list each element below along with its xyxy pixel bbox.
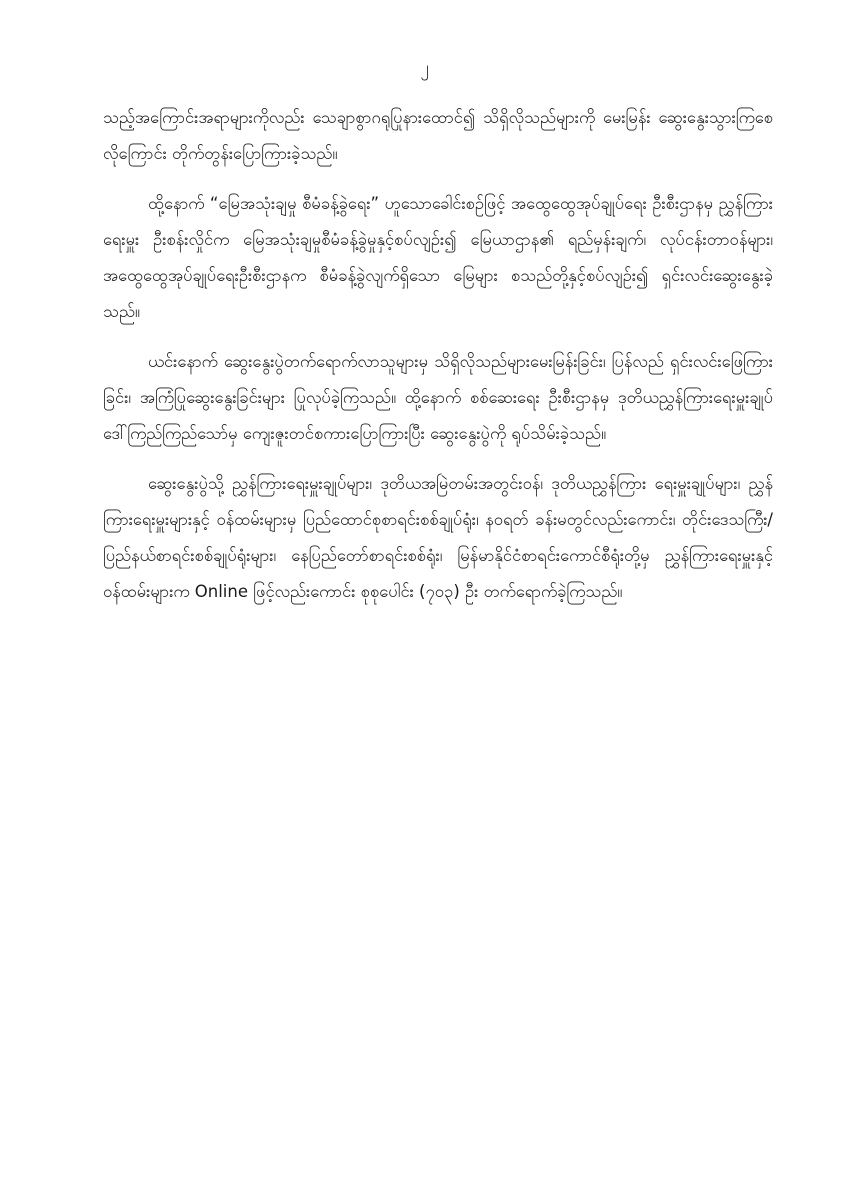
paragraph-1: သည့်အကြောင်းအရာများကိုလည်း သေချာစွာဂရုပြုနားထောင်၍ သိရှိလိုသည်များကို မေးမြန်း ဆွေးနွေးသွားကြစေလိုကြောင်း တိုက်တွန်းပြောကြားခဲ့သည်။ — [103, 108, 773, 163]
paragraph-3: ယင်းနောက် ဆွေးနွေးပွဲတက်ရောက်လာသူများမှ သိရှိလိုသည်များမေးမြန်းခြင်း၊ ပြန်လည် ရှင်းလင်းဖြေကြားခြင်း၊ အကြံပြုဆွေးနွေးခြင်းများ ပြုလုပ်ခဲ့ကြသည်။ ထို့နောက် စစ်ဆေးရေး ဦးစီးဌာနမှ ဒုတိယညွှန်ကြားရေးမှူးချုပ် ဒေါ်ကြည်ကြည်သော်မှ ကျေးဇူးတင်စကားပြောကြားပြီး ဆွေးနွေးပွဲကို ရုပ်သိမ်းခဲ့သည်။ — [103, 352, 773, 443]
document-body — [103, 100, 773, 624]
page-number: ၂ — [420, 58, 429, 78]
paragraph-4: ဆွေးနွေးပွဲသို့ ညွှန်ကြားရေးမှူးချုပ်များ၊ ဒုတိယအမြဲတမ်းအတွင်းဝန်၊ ဒုတိယညွှန်ကြား ရေးမှူးချုပ်များ၊ ညွှန်ကြားရေးမှူးများနှင့် ဝန်ထမ်းများမှ ပြည်ထောင်စုစာရင်းစစ်ချုပ်ရုံး၊ နဝရတ် ခန်းမတွင်လည်းကောင်း၊ တိုင်းဒေသကြီး/ပြည်နယ်စာရင်းစစ်ချုပ်ရုံးများ၊ နေပြည်တော်စာရင်းစစ်ရုံး၊ မြန်မာနိုင်ငံစာရင်းကောင်စီရုံးတို့မှ ညွှန်ကြားရေးမှူးနှင့်ဝန်ထမ်းများက Online ဖြင့်လည်းကောင်း စုစုပေါင်း (၇၀၃) ဦး တက်ရောက်ခဲ့ကြသည်။ — [103, 474, 773, 601]
paragraph-2: ထို့နောက် “မြေအသုံးချမှု စီမံခန့်ခွဲရေး” ဟူသောခေါင်းစဉ်ဖြင့် အထွေထွေအုပ်ချုပ်ရေး ဦးစီးဌာနမှ ညွှန်ကြားရေးမှူး ဦးစန်းလှိုင်က မြေအသုံးချမှုစီမံခန့်ခွဲမှုနှင့်စပ်လျဉ်း၍ မြေယာဌာန၏ ရည်မှန်းချက်၊ လုပ်ငန်းတာဝန်များ၊ အထွေထွေအုပ်ချုပ်ရေးဦးစီးဌာနက စီမံခန့်ခွဲလျက်ရှိသော မြေများ စသည်တို့နှင့်စပ်လျဉ်း၍ ရှင်းလင်းဆွေးနွေးခဲ့သည်။ — [103, 194, 773, 321]
